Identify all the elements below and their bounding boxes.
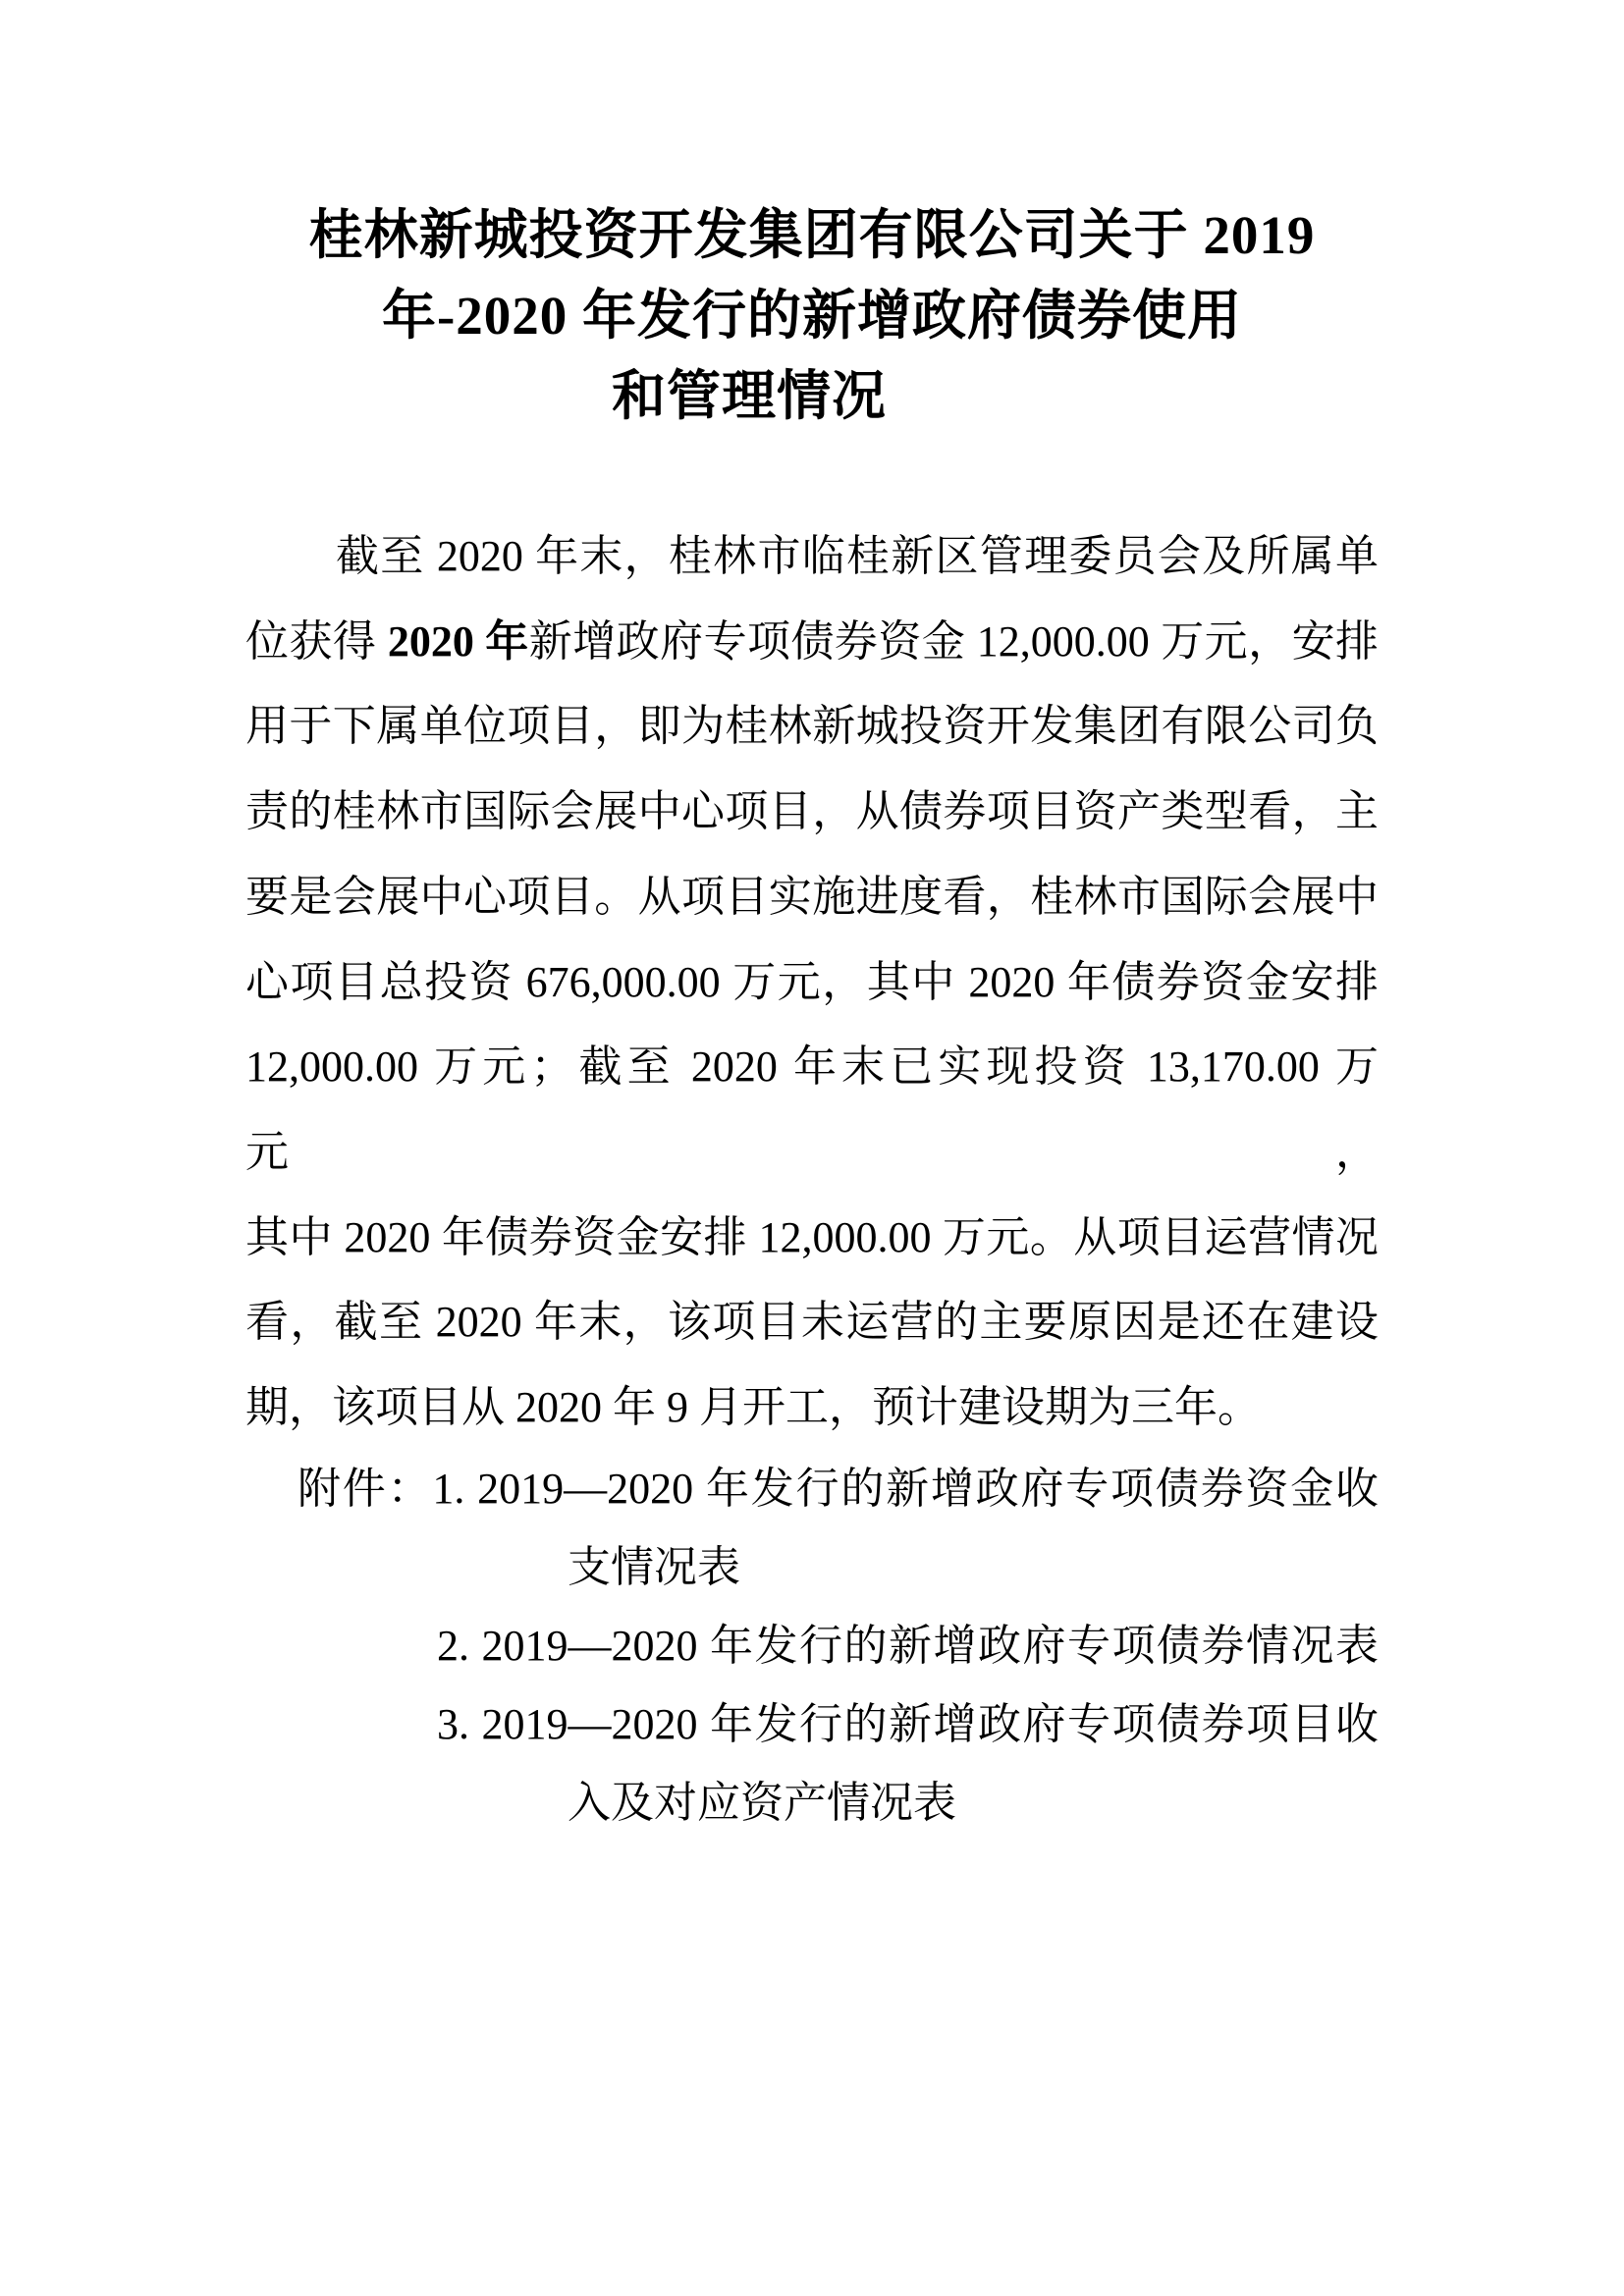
attachment-line bbox=[245, 1685, 1379, 1764]
attachment-segment: 入及对应资产情况表 bbox=[568, 1779, 956, 1827]
body-line bbox=[245, 1280, 1379, 1365]
body-segment: 要是会展中心项目。从项目实施进度看，桂林市国际会展中 bbox=[245, 872, 1379, 921]
body-segment: 位获得 bbox=[245, 616, 388, 666]
attachment-segment: 附件：1. 2019—2020 年发行的新增政府专项债券资金收 bbox=[298, 1465, 1379, 1513]
body-segment: 其中 2020 年债券资金安排 12,000.00 万元。从项目运营情况 bbox=[245, 1212, 1379, 1261]
attachment-segment: 3. 2019—2020 年发行的新增政府专项债券项目收 bbox=[437, 1700, 1379, 1748]
attachment-line bbox=[245, 1528, 1379, 1607]
body-line bbox=[245, 684, 1379, 770]
document-title bbox=[245, 195, 1379, 437]
body-line bbox=[245, 600, 1379, 685]
body-segment: 2020 年 bbox=[387, 616, 529, 666]
body-line bbox=[245, 1365, 1379, 1451]
attachment-segment: 2. 2019—2020 年发行的新增政府专项债券情况表 bbox=[437, 1622, 1379, 1670]
body-line bbox=[245, 770, 1379, 855]
attachment-line bbox=[245, 1607, 1379, 1685]
body-line bbox=[245, 1196, 1379, 1281]
body-segment: 用于下属单位项目，即为桂林新城投资开发集团有限公司负 bbox=[245, 702, 1379, 751]
body-paragraph bbox=[245, 514, 1379, 1451]
body-segment: 截至 2020 年末，桂林市临桂新区管理委员会及所属单 bbox=[336, 532, 1379, 580]
body-segment: 看，截至 2020 年末，该项目未运营的主要原因是还在建设 bbox=[245, 1298, 1379, 1347]
attachment-line bbox=[245, 1450, 1379, 1528]
body-line bbox=[245, 940, 1379, 1026]
body-line bbox=[245, 514, 1379, 600]
body-segment: 心项目总投资 676,000.00 万元，其中 2020 年债券资金安排 bbox=[245, 957, 1379, 1006]
title-line-1: 桂林新城投资开发集团有限公司关于 2019 bbox=[308, 205, 1316, 265]
body-line bbox=[245, 855, 1379, 940]
attachment-segment: 支情况表 bbox=[568, 1543, 740, 1591]
body-segment: 责的桂林市国际会展中心项目，从债券项目资产类型看，主 bbox=[245, 787, 1379, 836]
body-segment: 12,000.00 万元；截至 2020 年末已实现投资 13,170.00 万元， bbox=[245, 1042, 1379, 1176]
title-line-3: 和管理情况 bbox=[611, 366, 887, 426]
attachments-list bbox=[245, 1450, 1379, 1842]
body-segment: 期，该项目从 2020 年 9 月开工，预计建设期为三年。 bbox=[245, 1383, 1261, 1432]
title-line-2: 年-2020 年发行的新增政府债券使用 bbox=[381, 286, 1243, 346]
body-segment: 新增政府专项债券资金 12,000.00 万元，安排 bbox=[528, 616, 1380, 666]
attachment-line bbox=[245, 1764, 1379, 1842]
body-line bbox=[245, 1025, 1379, 1195]
